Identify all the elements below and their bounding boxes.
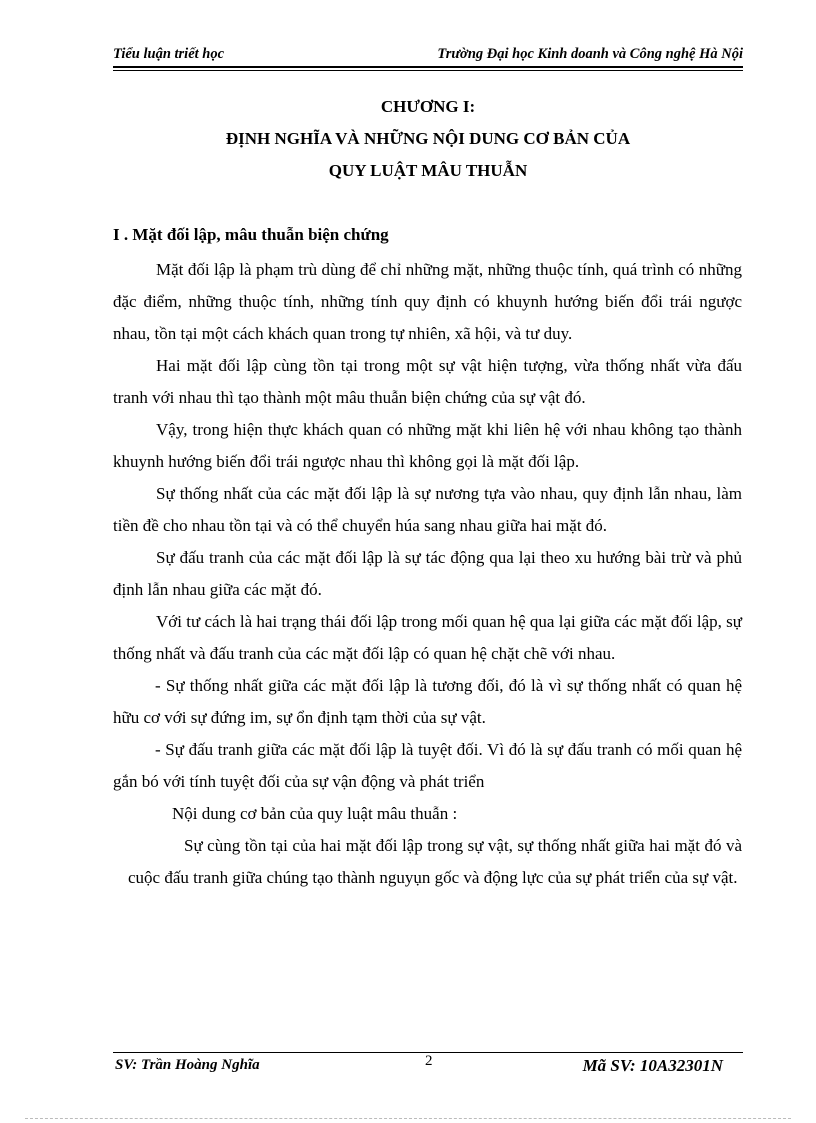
paragraph: Sự cùng tồn tại của hai mặt đối lập trong sự vật, sự thống nhất giữa hai mặt đó và cuộc đấu tranh giữa chúng tạo thành nguyụn gốc và động lực của sự phát triển của sự vật.	[128, 836, 742, 887]
footer-student-name: SV: Trần Hoàng Nghĩa	[115, 1057, 260, 1073]
section-heading: I . Mặt đối lập, mâu thuẫn biện chứng	[113, 225, 389, 244]
page-number: 2	[425, 1053, 433, 1069]
body-text	[113, 254, 742, 894]
paragraph: Mặt đối lập là phạm trù dùng để chỉ những mặt, những thuộc tính, quá trình có những đặc điểm, những thuộc tính, những tính quy định có khuynh hướng biến đổi trái ngược nhau, tồn tại một cách khách quan trong tự nhiên, xã hội, và tư duy.	[113, 260, 742, 343]
paragraph: Nội dung cơ bản của quy luật mâu thuẫn :	[172, 804, 458, 823]
paragraph: Sự đấu tranh của các mặt đối lập là sự tác động qua lại theo xu hướng bài trừ và phủ định lẫn nhau giữa các mặt đó.	[113, 548, 742, 599]
paragraph: - Sự thống nhất giữa các mặt đối lập là tương đối, đó là vì sự thống nhất có quan hệ hữu cơ với sự đứng im, sự ổn định tạm thời của sự vật.	[113, 676, 742, 727]
paragraph: - Sự đấu tranh giữa các mặt đối lập là tuyệt đối. Vì đó là sự đấu tranh có mối quan hệ gắn bó với tính tuyệt đối của sự vận động và phát triển	[113, 740, 742, 791]
header-rule-thick	[113, 66, 743, 68]
page-break-line	[25, 1118, 791, 1119]
header-course-title: Tiểu luận triết học	[113, 46, 225, 62]
paragraph: Hai mặt đối lập cùng tồn tại trong một sự vật hiện tượng, vừa thống nhất vừa đấu tranh với nhau thì tạo thành một mâu thuẫn biện chứng của sự vật đó.	[113, 356, 742, 407]
chapter-title-line-1: ĐỊNH NGHĨA VÀ NHỮNG NỘI DUNG CƠ BẢN CỦA	[225, 129, 631, 148]
chapter-label: CHƯƠNG I:	[380, 97, 476, 116]
paragraph: Với tư cách là hai trạng thái đối lập trong mối quan hệ qua lại giữa các mặt đối lập, sự thống nhất và đấu tranh của các mặt đối lập có quan hệ chặt chẽ với nhau.	[113, 612, 742, 663]
footer-student-id: Mã SV: 10A32301N	[582, 1056, 723, 1075]
chapter-title-line-2: QUY LUẬT MÂU THUẪN	[328, 161, 528, 180]
page-footer	[113, 1055, 743, 1079]
header-rule-thin	[113, 70, 743, 71]
paragraph: Sự thống nhất của các mặt đối lập là sự nương tựa vào nhau, quy định lẫn nhau, làm tiền đề cho nhau tồn tại và có thể chuyển húa sang nhau giữa hai mặt đó.	[113, 484, 742, 535]
paragraph: Vậy, trong hiện thực khách quan có những mặt khi liên hệ với nhau không tạo thành khuynh hướng biến đổi trái ngược nhau thì không gọi là mặt đối lập.	[113, 420, 742, 471]
page-header	[113, 46, 743, 66]
header-university: Trường Đại học Kinh doanh và Công nghệ Hà Nội	[437, 46, 743, 62]
